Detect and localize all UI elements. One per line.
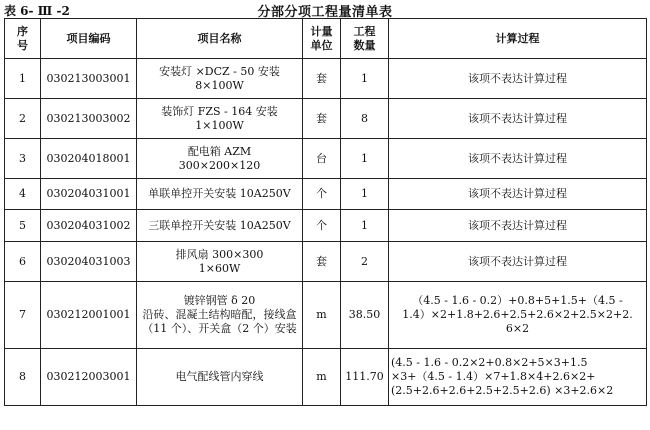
cell-seq: 4 bbox=[5, 179, 41, 210]
cell-calc: 该项不表达计算过程 bbox=[389, 99, 647, 139]
cell-calc: 该项不表达计算过程 bbox=[389, 210, 647, 242]
table-row bbox=[5, 242, 647, 282]
cell-name: 电气配线管内穿线 bbox=[137, 349, 303, 406]
cell-name: 排风扇 300×300 1×60W bbox=[137, 242, 303, 282]
cell-seq: 5 bbox=[5, 210, 41, 242]
cell-qty: 38.50 bbox=[341, 282, 389, 349]
header-unit: 计量 单位 bbox=[303, 19, 341, 59]
cell-name: 单联单控开关安装 10A250V bbox=[137, 179, 303, 210]
cell-unit: m bbox=[303, 282, 341, 349]
cell-code: 030212003001 bbox=[41, 349, 137, 406]
cell-code: 030213003001 bbox=[41, 59, 137, 99]
cell-unit: m bbox=[303, 349, 341, 406]
cell-name: 配电箱 AZM 300×200×120 bbox=[137, 139, 303, 179]
cell-calc: （4.5 - 1.6 - 0.2）+0.8+5+1.5+（4.5 - 1.4）×2+1.8+2.6+2.5+2.6×2+2.5×2+2. 6×2 bbox=[389, 282, 647, 349]
cell-name: 安装灯 ×DCZ - 50 安装 8×100W bbox=[137, 59, 303, 99]
header-code: 项目编码 bbox=[41, 19, 137, 59]
cell-code: 030204031002 bbox=[41, 210, 137, 242]
table-row bbox=[5, 99, 647, 139]
header-seq: 序 号 bbox=[5, 19, 41, 59]
cell-qty: 1 bbox=[341, 210, 389, 242]
table-row bbox=[5, 349, 647, 406]
cell-code: 030204031003 bbox=[41, 242, 137, 282]
cell-qty: 1 bbox=[341, 59, 389, 99]
table-number: 表 6- Ⅲ -2 bbox=[4, 4, 70, 18]
cell-name: 镀锌钢管 δ 20 沿砖、混凝土结构暗配，接线盒（11 个）、开关盒（2 个）安装 bbox=[137, 282, 303, 349]
table-row bbox=[5, 179, 647, 210]
cell-code: 030213003002 bbox=[41, 99, 137, 139]
cell-unit: 套 bbox=[303, 59, 341, 99]
table-row bbox=[5, 139, 647, 179]
cell-qty: 1 bbox=[341, 139, 389, 179]
table-row bbox=[5, 59, 647, 99]
cell-calc: 该项不表达计算过程 bbox=[389, 242, 647, 282]
cell-unit: 套 bbox=[303, 242, 341, 282]
cell-seq: 8 bbox=[5, 349, 41, 406]
cell-unit: 个 bbox=[303, 179, 341, 210]
cell-calc: (4.5 - 1.6 - 0.2×2+0.8×2+5×3+1.5 ×3+（4.5 - 1.4）×7+1.8×4+2.6×2+ (2.5+2.6+2.6+2.5+2.5+2.6) ×3+2.6×2 bbox=[389, 349, 647, 406]
cell-seq: 2 bbox=[5, 99, 41, 139]
cell-code: 030212001001 bbox=[41, 282, 137, 349]
bill-of-quantities-table bbox=[4, 18, 647, 406]
header-row bbox=[5, 19, 647, 59]
cell-unit: 台 bbox=[303, 139, 341, 179]
cell-calc: 该项不表达计算过程 bbox=[389, 179, 647, 210]
cell-name: 三联单控开关安装 10A250V bbox=[137, 210, 303, 242]
cell-seq: 6 bbox=[5, 242, 41, 282]
table-row bbox=[5, 210, 647, 242]
cell-unit: 套 bbox=[303, 99, 341, 139]
cell-code: 030204031001 bbox=[41, 179, 137, 210]
cell-qty: 111.70 bbox=[341, 349, 389, 406]
page-title: 分部分项工程量清单表 bbox=[257, 5, 393, 20]
cell-seq: 7 bbox=[5, 282, 41, 349]
header-qty: 工程 数量 bbox=[341, 19, 389, 59]
cell-name: 装饰灯 FZS - 164 安装 1×100W bbox=[137, 99, 303, 139]
cell-calc: 该项不表达计算过程 bbox=[389, 139, 647, 179]
header-calc: 计算过程 bbox=[389, 19, 647, 59]
header-name: 项目名称 bbox=[137, 19, 303, 59]
cell-unit: 个 bbox=[303, 210, 341, 242]
cell-qty: 1 bbox=[341, 179, 389, 210]
cell-qty: 8 bbox=[341, 99, 389, 139]
cell-seq: 3 bbox=[5, 139, 41, 179]
cell-qty: 2 bbox=[341, 242, 389, 282]
cell-code: 030204018001 bbox=[41, 139, 137, 179]
cell-calc: 该项不表达计算过程 bbox=[389, 59, 647, 99]
table-row bbox=[5, 282, 647, 349]
cell-seq: 1 bbox=[5, 59, 41, 99]
